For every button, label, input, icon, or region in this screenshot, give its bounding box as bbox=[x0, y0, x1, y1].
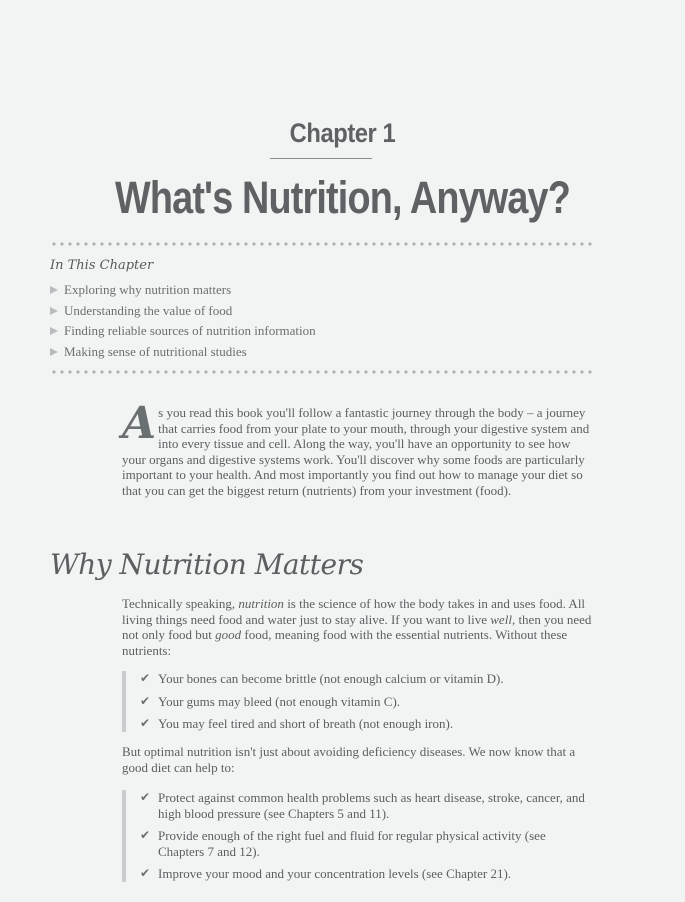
triangle-bullet-icon bbox=[50, 286, 58, 294]
drop-cap: A bbox=[122, 398, 157, 449]
list-item: ✔ Protect against common health problems such as heart disease, stroke, cancer, and high blood pressure (see Chapters 5 and 11). bbox=[140, 790, 585, 821]
list-item: Exploring why nutrition matters bbox=[50, 280, 316, 301]
checkmark-icon: ✔ bbox=[140, 790, 151, 804]
checkmark-icon: ✔ bbox=[140, 716, 151, 731]
chapter-underline bbox=[270, 158, 372, 159]
checkmark-icon: ✔ bbox=[140, 693, 151, 708]
dotted-divider-bottom bbox=[50, 370, 593, 374]
section-heading: Why Nutrition Matters bbox=[50, 548, 364, 581]
list-item: Making sense of nutritional studies bbox=[50, 342, 316, 363]
list-item: ✔ Improve your mood and your concentration levels (see Chapter 21). bbox=[140, 866, 512, 882]
checkmark-icon: ✔ bbox=[140, 671, 151, 685]
chapter-label: Chapter 1 bbox=[289, 118, 396, 148]
list-item: ✔ Your bones can become brittle (not enough calcium or vitamin D). bbox=[140, 671, 504, 686]
list-item: Understanding the value of food bbox=[50, 301, 316, 322]
triangle-bullet-icon bbox=[50, 348, 58, 356]
intro-text: s you read this book you'll follow a fantastic journey through the body – a journey that carries food from your plate to your mouth, through your digestive system and into every tissue and cell. Along the way, you'll have an opportunity to see how your organs and digestive systems work. You'll discover why some foods are particularly important to your health. And most importantly you find out how to manage your diet so that you can get the biggest return (nutrients) from your investment (food). bbox=[122, 405, 590, 498]
intro-paragraph bbox=[122, 398, 592, 499]
list-item: Finding reliable sources of nutrition information bbox=[50, 321, 316, 342]
chapter-title: What's Nutrition, Anyway? bbox=[115, 172, 570, 223]
body-paragraph-1: Technically speaking, nutrition is the science of how the body takes in and uses food. All living things need food and water just to stay alive. If you want to live well, then you need not only food but good food, meaning food with the essential nutrients. Without these nutrients: bbox=[122, 596, 592, 658]
body-paragraph-2: But optimal nutrition isn't just about avoiding deficiency diseases. We now know that a good diet can help to: bbox=[122, 744, 576, 775]
triangle-bullet-icon bbox=[50, 307, 58, 315]
triangle-bullet-icon bbox=[50, 327, 58, 335]
chapter-topics-list bbox=[50, 280, 316, 362]
deficiency-list bbox=[122, 671, 610, 732]
checkmark-icon: ✔ bbox=[140, 866, 151, 881]
in-this-chapter-heading: In This Chapter bbox=[50, 258, 154, 273]
dotted-divider-top bbox=[50, 242, 593, 246]
checkmark-icon: ✔ bbox=[140, 828, 151, 843]
list-item: ✔ Provide enough of the right fuel and fluid for regular physical activity (see Chapters 7 and 12). bbox=[140, 828, 546, 859]
benefits-list bbox=[122, 790, 610, 882]
list-item: ✔ Your gums may bleed (not enough vitamin C). bbox=[140, 693, 401, 709]
list-item: ✔ You may feel tired and short of breath (not enough iron). bbox=[140, 716, 454, 732]
